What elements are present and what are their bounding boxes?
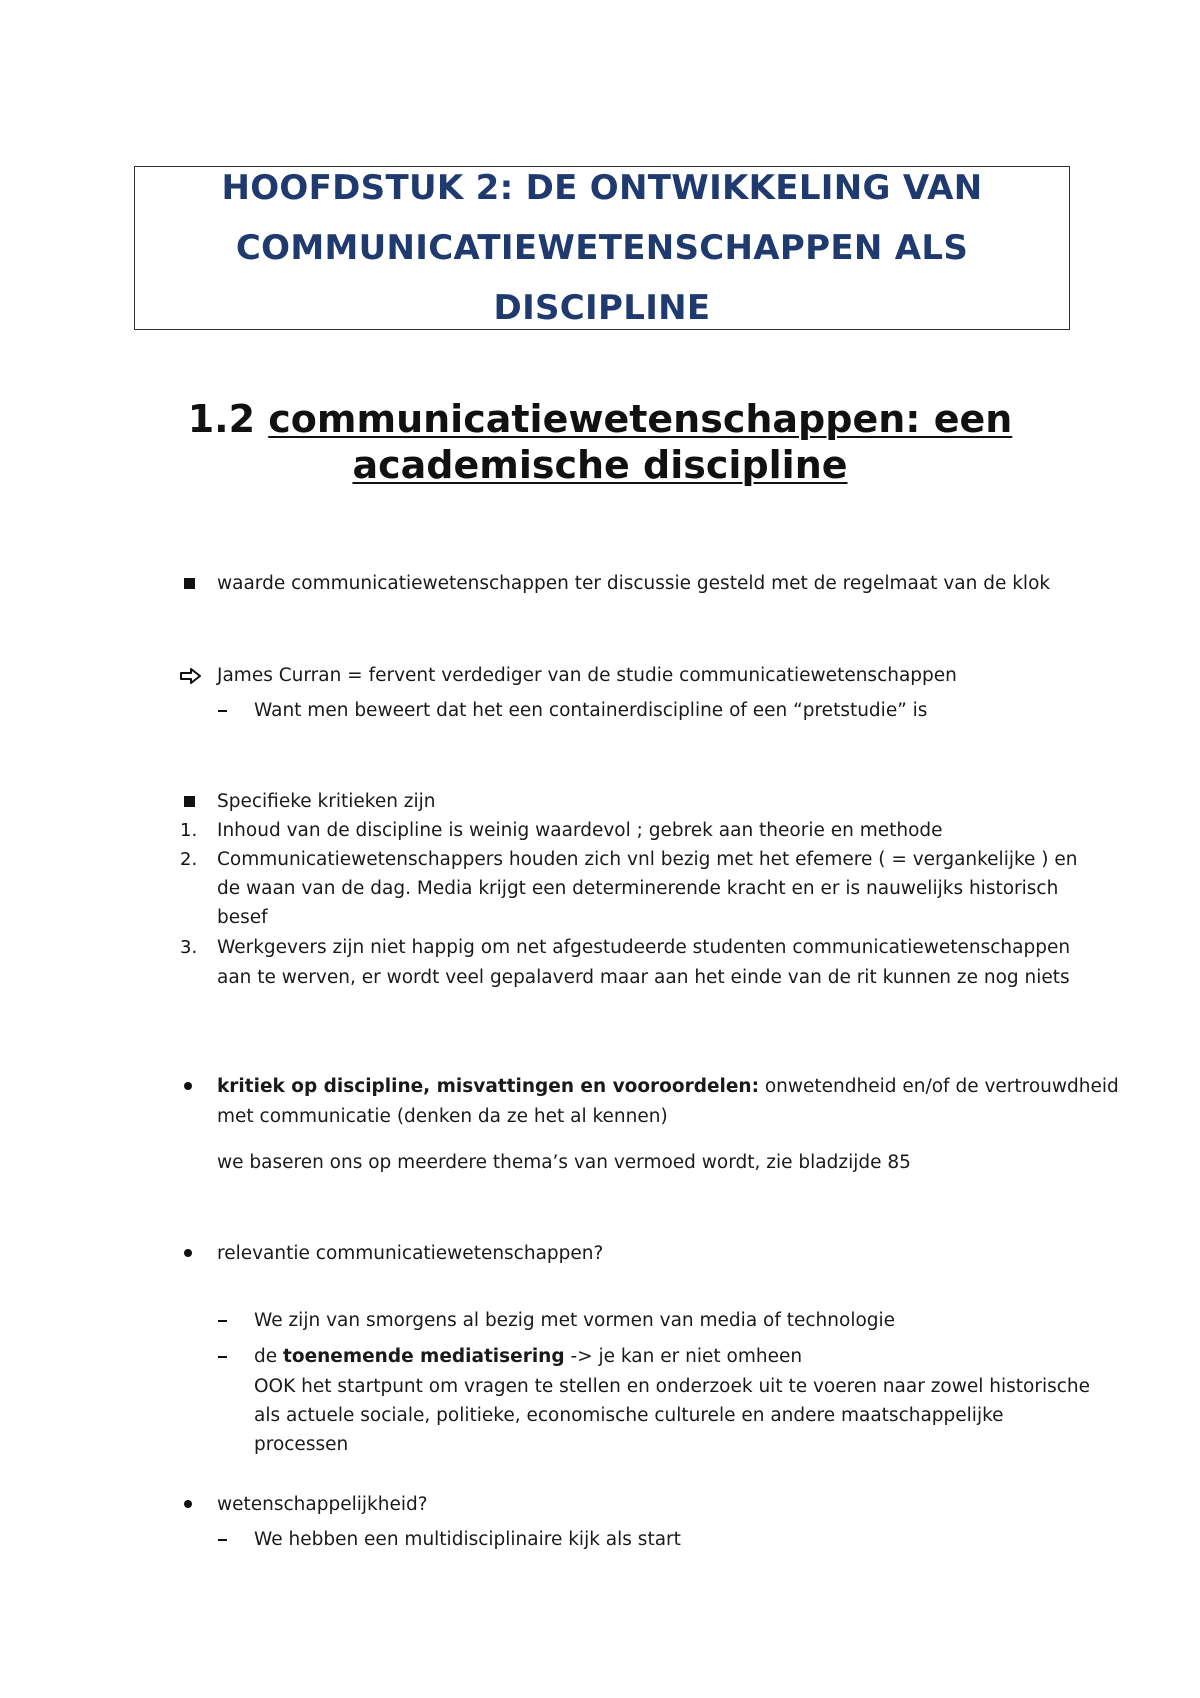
chapter-title-line-2: COMMUNICATIEWETENSCHAPPEN ALS (235, 228, 969, 268)
chapter-title-box (134, 166, 1070, 330)
ook-line-3: processen (254, 1434, 349, 1455)
critique-3-line-2: aan te werven, er wordt veel gepalaverd maar aan het einde van de rit kunnen ze nog niets (217, 967, 1070, 988)
relevantie-sub-2 (254, 1342, 802, 1371)
dash-bullet-icon (218, 1320, 227, 1322)
section-title-line-2: academische discipline (352, 443, 848, 487)
round-bullet-icon (184, 1249, 192, 1257)
list-number: 2. (180, 849, 198, 870)
critique-3-line-1: Werkgevers zijn niet happig om net afgestudeerde studenten communicatiewetenschappen (217, 937, 1071, 958)
critique-2-line-1: Communicatiewetenschappers houden zich vnl bezig met het efemere ( = vergankelijke ) en (217, 849, 1078, 870)
arrow-item-sub: Want men beweert dat het een containerdiscipline of een “pretstudie” is (254, 700, 928, 721)
sub2-post: -> je kan er niet omheen (564, 1346, 803, 1367)
square-bullet-icon (184, 796, 195, 807)
relevantie-heading: relevantie communicatiewetenschappen? (217, 1243, 604, 1264)
square-bullet-icon (184, 578, 195, 589)
sub2-pre: de (254, 1346, 284, 1367)
kritiek-note: we baseren ons op meerdere thema’s van vermoed wordt, zie bladzijde 85 (217, 1152, 911, 1173)
section-title-line-1: communicatiewetenschappen: een (268, 397, 1013, 441)
ook-line-2: als actuele sociale, politieke, economische culturele en andere maatschappelijke (254, 1405, 1004, 1426)
arrow-right-icon (180, 668, 202, 684)
list-number: 3. (180, 937, 198, 958)
wetenschap-sub: We hebben een multidisciplinaire kijk als start (254, 1529, 681, 1550)
chapter-title-line-3: DISCIPLINE (493, 288, 711, 328)
dash-bullet-icon (218, 1539, 227, 1541)
bullet-text-waarde: waarde communicatiewetenschappen ter discussie gesteld met de regelmaat van de klok (217, 573, 1051, 594)
round-bullet-icon (184, 1082, 192, 1090)
kritiek-line-1 (217, 1072, 1119, 1101)
critique-1-line-1: Inhoud van de discipline is weinig waardevol ; gebrek aan theorie en methode (217, 820, 943, 841)
arrow-item-text: James Curran = fervent verdediger van de studie communicatiewetenschappen (217, 665, 957, 686)
ook-line-1: OOK het startpunt om vragen te stellen en onderzoek uit te voeren naar zowel historische (254, 1376, 1090, 1397)
section-heading (150, 396, 1050, 488)
dash-bullet-icon (218, 710, 227, 712)
relevantie-sub-1: We zijn van smorgens al bezig met vormen van media of technologie (254, 1310, 896, 1331)
wetenschap-heading: wetenschappelijkheid? (217, 1494, 428, 1515)
list-number: 1. (180, 820, 198, 841)
critiques-heading: Specifieke kritieken zijn (217, 791, 436, 812)
chapter-title-line-1: HOOFDSTUK 2: DE ONTWIKKELING VAN (221, 168, 983, 208)
section-number: 1.2 (187, 397, 256, 441)
dash-bullet-icon (218, 1356, 227, 1358)
sub2-bold: toenemende mediatisering (283, 1346, 565, 1367)
critique-2-line-3: besef (217, 907, 268, 928)
kritiek-line-2: met communicatie (denken da ze het al kennen) (217, 1106, 668, 1127)
kritiek-bold: kritiek op discipline, misvattingen en vooroordelen: (217, 1076, 759, 1097)
kritiek-rest: onwetendheid en/of de vertrouwdheid (758, 1076, 1119, 1097)
round-bullet-icon (184, 1500, 192, 1508)
critique-2-line-2: de waan van de dag. Media krijgt een determinerende kracht en er is nauwelijks historisch (217, 878, 1059, 899)
